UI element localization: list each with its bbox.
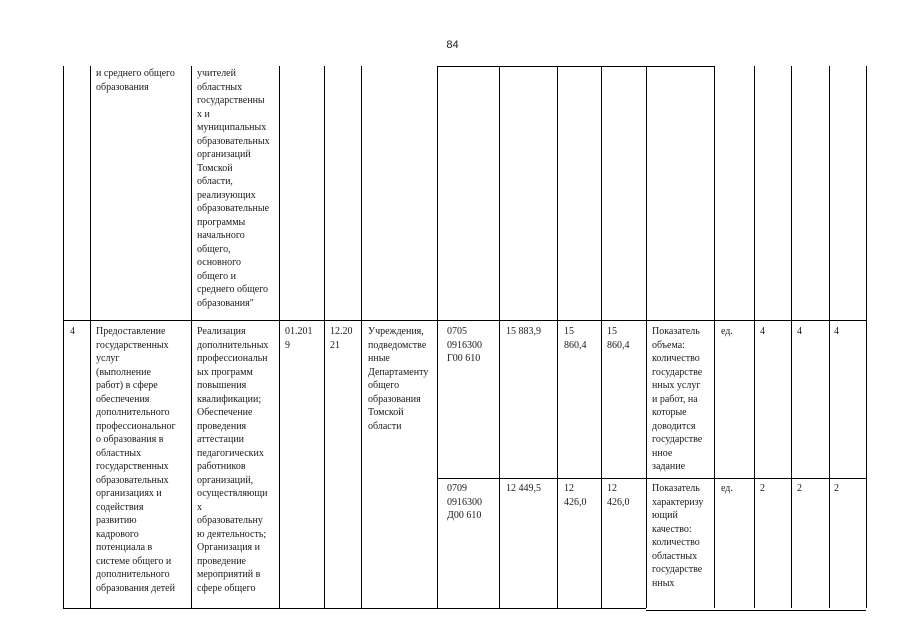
unit-cell: ед.: [721, 483, 733, 494]
row-number: 4: [70, 326, 75, 337]
column-divider: [191, 66, 192, 608]
value-cell: 4: [797, 326, 802, 337]
column-divider: [646, 66, 647, 608]
kbk-cell: 0705 0916300 Г00 610: [447, 326, 482, 364]
kbk-cell: 0709 0916300 Д00 610: [447, 483, 482, 521]
value-cell: 2: [834, 483, 839, 494]
unit-cell: ед.: [721, 326, 733, 337]
amount-cell: 12 426,0: [607, 483, 630, 508]
amount-cell: 15 883,9: [506, 326, 541, 337]
column-divider: [791, 66, 792, 608]
amount-cell: 12 449,5: [506, 483, 541, 494]
end-date-cell: 12.20 21: [330, 326, 353, 351]
value-cell: 4: [834, 326, 839, 337]
column-divider: [829, 66, 830, 608]
column-divider: [279, 66, 280, 608]
amount-cell: 12 426,0: [564, 483, 587, 508]
column-divider: [601, 66, 602, 608]
row-divider: [63, 320, 866, 321]
column-divider: [714, 66, 715, 608]
table-top-border: [437, 66, 714, 67]
amount-cell: 15 860,4: [607, 326, 630, 351]
activity-cell: Реализация дополнительных профессиональн ых программ повышения квалификации; Обеспечение проведения аттестации педагогических работников организаций, осуществляющи х образовательну ю деятельность; Организация и проведение мероприятий в сфере общего: [197, 326, 269, 594]
value-cell: 2: [760, 483, 765, 494]
executor-cell: Учреждения, подведомстве нные Департаменту общего образования Томской области: [368, 326, 429, 432]
table-bottom-border: [63, 608, 646, 609]
start-date-cell: 01.201 9: [285, 326, 313, 351]
page-number: 84: [446, 39, 459, 51]
column-divider: [499, 66, 500, 608]
indicator-cell: Показатель объема: количество государстве нных услуг и работ, на которые доводится государстве нное задание: [652, 326, 703, 472]
sub-row-divider: [437, 478, 866, 479]
column-divider: [90, 66, 91, 608]
task-name-cell: Предоставление государственных услуг (выполнение работ) в сфере обеспечения дополнительного профессиональног о образования в областных государственных образовательных организациях и содействия развитию кадрового потенциала в системе общего и дополнительного образования детей: [96, 326, 176, 594]
value-cell: 2: [797, 483, 802, 494]
activity-cell-continued: учителей областных государственны х и муниципальных образовательных организаций Томской области, реализующих образовательные программы начального общего, основного общего и среднего общего образования": [197, 68, 270, 309]
table-border-left: [63, 66, 64, 608]
column-divider: [437, 66, 438, 608]
column-divider: [361, 66, 362, 608]
column-divider: [754, 66, 755, 608]
table-border-right: [866, 66, 867, 608]
table-bottom-border: [646, 610, 866, 611]
value-cell: 4: [760, 326, 765, 337]
column-divider: [324, 66, 325, 608]
goal-cell-continued: и среднего общего образования: [96, 68, 175, 93]
column-divider: [557, 66, 558, 608]
indicator-cell: Показатель характеризу ющий качество: количество областных государстве нных: [652, 483, 704, 589]
amount-cell: 15 860,4: [564, 326, 587, 351]
